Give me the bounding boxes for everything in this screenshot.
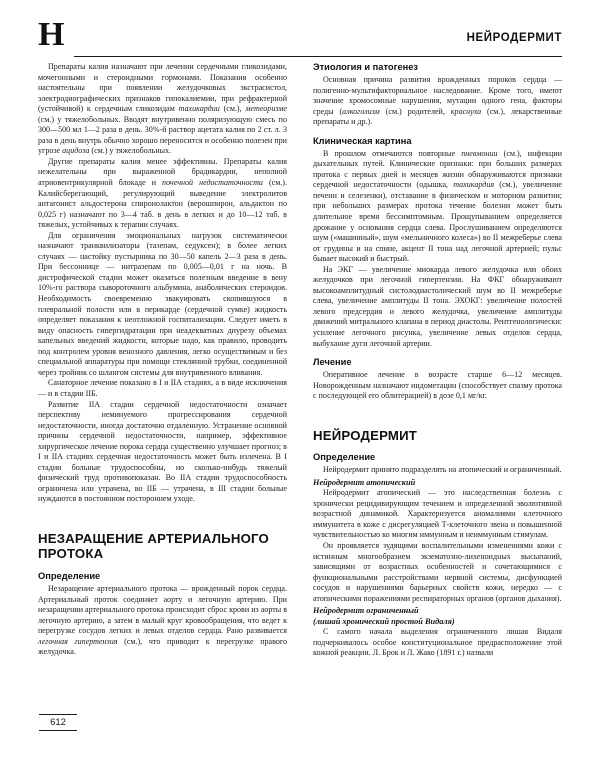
section-heading-treatment: Лечение (313, 357, 352, 368)
entry-heading-neurodermatitis: НЕЙРОДЕРМИТ (313, 427, 418, 443)
subheading-atopic-neurodermatitis: Нейродермит атопический (313, 477, 416, 487)
right-column (313, 62, 562, 702)
subheading-limited-neurodermatitis-alt: (лишай хронический простой Видаля) (313, 616, 455, 626)
paragraph-potassium-2: Другие препараты калия менее эффективны. Препараты калия нежелательны при выраженной брадикардии, неполной атриовентрикулярной блокаде и почечной недостаточности (см.). Калийсберегающий, регулирующий выведение электролитов антагонист альдостерона спиронолактон (верошпирон, альдактон по 0,025 г) назначают по 3—4 таб. в день в легких и до 10—12 таб. в тяжелых, устойчивых к терапии случаях. (38, 156, 287, 230)
subheading-limited-neurodermatitis: Нейродермит ограниченный (313, 606, 419, 616)
section-heading-definition-right: Определение (313, 452, 376, 463)
folio-rule-bottom (39, 730, 77, 731)
entry-heading-ductus-arteriosus: НЕЗАРАЩЕНИЕ АРТЕРИАЛЬНОГО ПРОТОКА (38, 530, 269, 562)
paragraph-atopic-2: Он проявляется зудящими воспалительными изменениями кожи с истинным многообразием экзематозно-лихеноидных высыпаний, зависящими от возрастных особенностей и сочетающимися с функциональными расстройствами нервной системы, дисфункцией сосудов и нарушениями барьерных свойств кожи, нередко — с атопическими поражениями респираторных органов (органов дыхания). (313, 540, 562, 603)
paragraph-etiology: Основная причина развития врожденных пороков сердца — полигенно-мультифакториальное наследование. Кроме того, имеют значение хромосомные нарушения, мутации одного гена, факторы среды (алкоголизм (см.) родителей, краснуха (см.), лекарственные препараты и др.). (313, 75, 562, 127)
paragraph-clinical-2: На ЭКГ — увеличение миокарда левого желудочка или обоих желудочков при легочной гипертензии. На ФКГ обнаруживают высокоамплитудный систолодиастолический шум во II межреберье слева, увеличение амплитуды II тона. ЭХОКГ: увеличение полостей левого предсердия и левого желудочка, увеличение амплитуды движений митрального клапана в период диастолы. Рентгенологически: усиление легочного рисунка, увеличение левых отделов сердца, выбухание дуги легочной артерии. (313, 264, 562, 348)
left-column (38, 62, 287, 702)
paragraph-ductus-definition: Незаращение артериального протока — врожденный порок сердца. Артериальный проток соединяет аорту и легочную артерию. При незаращении артериального протока происходит сброс крови из аорты в легочную артерию, а затем в малый круг кровообращения, что ведет к перегрузке сосудов легких и левых отделов сердца. Рано развивается легочная гипертензия (см.), что приводит к перегрузке правого желудочка. (38, 583, 287, 657)
section-letter: Н (38, 16, 65, 53)
spacer (313, 349, 562, 357)
spacer (38, 562, 287, 571)
paragraph-limited-1: С самого начала выделения ограниченного лишая Видаля подчеркивалось особое конституциональное предрасположение этой кожной реакции. Л. Брок и Л. Жако (1891 г.) назвали (313, 627, 562, 658)
spacer (313, 443, 562, 452)
spacer (313, 402, 562, 428)
paragraph-clinical-1: В прошлом отмечаются повторные пневмонии (см.), инфекции дыхательных путей. Клинические признаки: при больших размерах протока с первых дней и месяцев жизни обнаруживаются признаки сердечной недостаточности (одышка, тахикардия (см.), увеличение печени и селезенки), отставание в физическом и моторном развитии; при небольших размерах протока течение болезни может быть длительное время бессимптомным. Прощупыванием определяется дрожание у основания сердца слева. Прослушиванием определяются шум («машинный», шум «мельничного колеса») во II межреберье слева от грудины и на спине, акцент II тона над легочной артерией; пульс бывает высокий и быстрый. (313, 148, 563, 264)
spacer (38, 505, 287, 531)
paragraph-sedatives: Для ограничения эмоциональных нагрузок систематически назначают транквилизаторы (тазепам, седуксен); в более легких случаях — настойку пустырника по 30—50 капель 2—3 раза в день. При бессоннице — нитразепам по 0,005—0,01 г на ночь. В дистрофической стадии может оказаться полезным введение в вену 10%-го раствора сывороточного альбумина, анаболических стероидов. Необходимость своевременно эвакуировать скопившуюся в плевральной полости или в перикарде (сердечной сумке) жидкость определяет показания к неотложной госпитализации. Следует иметь в виду опасность гипергидратации при неадекватных диурезу объемах капельных введений жидкости, которые надо, как правило, проводить под контролем уровня венозного давления, легко осуществимым и без специальной аппаратуры при помощи стеклянной трубки, соединенной через тройник со шлангом системы для внутривенного вливания. (38, 230, 287, 377)
page-columns (38, 62, 562, 702)
paragraph-treatment: Оперативное лечение в возрасте старше 6—12 месяцев. Новорожденным назначают индометацин (способствует спазму протока с последующей его облитерацией) в дозе 0,1 мг/кг. (313, 370, 562, 401)
paragraph-atopic-1: Нейродермит атопический — это наследственная болезнь с хронически рецидивирующим течением и определенной эволютивной возрастной динамикой. Характеризуется аномалиями клеточного иммунитета в коже с дисрегуляцией Т-клеточного звена и повышенной чувствительностью ко многим иммунным и неиммунным стимулам. (313, 488, 562, 540)
paragraph-prognosis: Развитие IIА стадии сердечной недостаточности означает перспективу неминуемого прогрессирования сердечной недостаточности, иногда достаточно отдаленную. Устранение основной причины сердечной недостаточности, например, эффективное хирургическое лечение порока сердца существенно улучшает прогноз; в I и IIА стадиях сердечная недостаточность может быть излечена. В I стадии больные трудоспособны, но сколько-нибудь тяжелый физический труд противопоказан. Во IIА стадии трудоспособность ограничена или утрачена, во IIБ — утрачена, в III стадии больные нуждаются в постоянном постороннем уходе. (38, 399, 287, 504)
page-number: 612 (50, 717, 66, 728)
paragraph-potassium-1: Препараты калия назначают при лечении сердечными гликозидами, мочегонными и стероидными гормонами. Показания особенно настоятельны при появлении желудочковых экстрасистол, электродиографических признаков гипокалиемии, при рефрактерной (устойчивой) к сердечным гликозидам тахикардии (см.), метеоризме (см.) у тяжелобольных. Вводят внутривенно поляризующую смесь по 300—500 мл 1—2 раза в день. 30%-й раствор ацетата калия по 2 ст. л. 3 раза в день внутрь обычно хорошо переносится и особенно полезен при угрозе ацидоза (см.) у тяжелобольных. (38, 62, 287, 156)
section-heading-clinical-picture: Клиническая картина (313, 135, 412, 146)
spacer (313, 128, 562, 136)
header-divider (74, 56, 562, 57)
section-heading-definition-left: Определение (38, 570, 101, 581)
paragraph-neurodermatitis-definition: Нейродермит принято подразделять на атопический и ограниченный. (323, 465, 562, 475)
running-header (38, 16, 562, 60)
page-folio (39, 714, 77, 731)
running-head-title: НЕЙРОДЕРМИТ (466, 32, 562, 44)
section-heading-etiology: Этиология и патогенез (313, 62, 419, 72)
paragraph-sanatorium: Санаторное лечение показано в I и IIА стадиях, а в виде исключения — и в стадии IIБ. (38, 378, 287, 398)
